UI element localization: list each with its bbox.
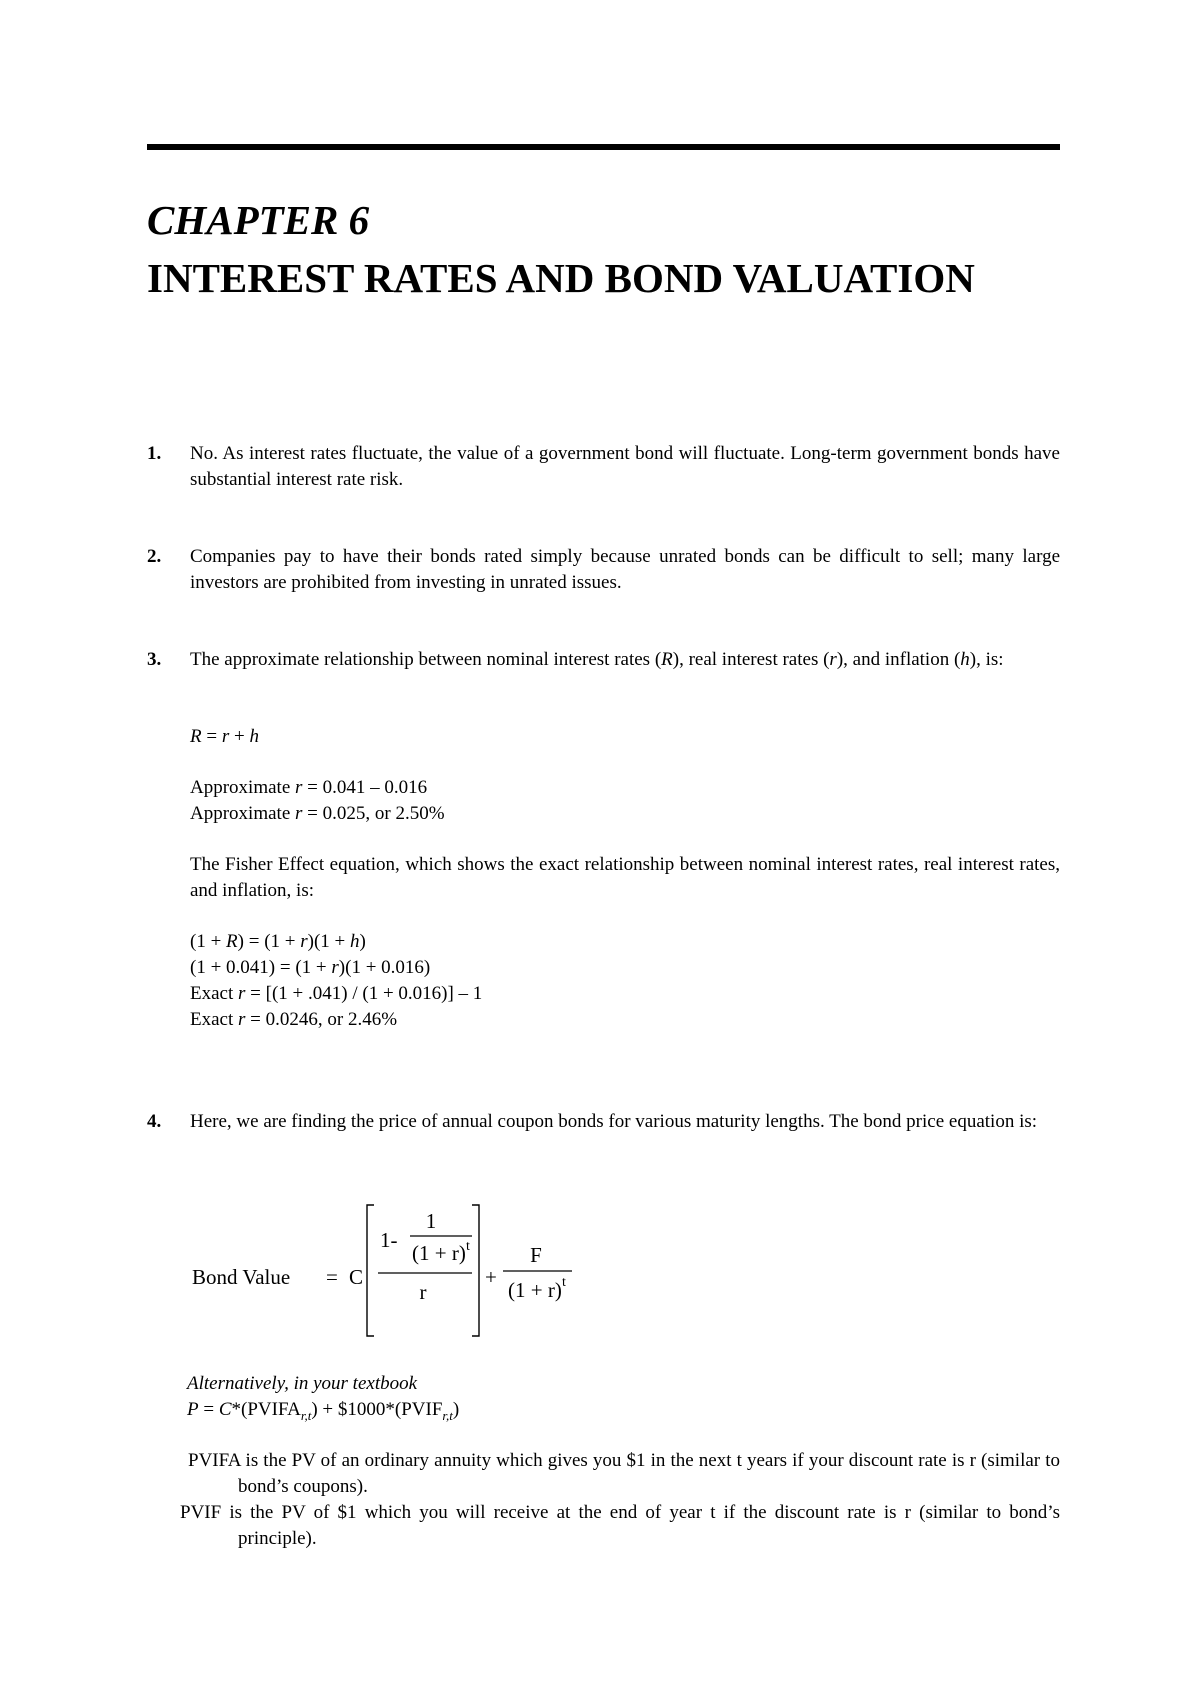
problem-2-text: Companies pay to have their bonds rated simply because unrated bonds can be difficult to sell; many large investors are prohibited from investing in unrated issues. <box>190 546 1060 593</box>
problem-2-number: 2. <box>147 546 162 567</box>
formula-second-denominator: (1 + r) <box>508 1278 562 1302</box>
right-bracket <box>472 1205 479 1336</box>
formula-second-exponent-t: t <box>562 1275 566 1290</box>
problem-3-number: 3. <box>147 649 162 670</box>
formula-plus: + <box>485 1265 497 1289</box>
problem-1-number: 1. <box>147 443 162 464</box>
top-rule <box>147 144 1060 150</box>
fisher-effect-text: The Fisher Effect equation, which shows the exact relationship between nominal interest rates, real interest rates, and inflation, is: <box>190 854 1060 901</box>
left-bracket <box>367 1205 374 1336</box>
formula-denominator: (1 + r) <box>412 1241 466 1265</box>
formula-lhs: Bond Value <box>192 1265 291 1289</box>
approx-r-line-2: Approximate r = 0.025, or 2.50% <box>190 803 445 824</box>
formula-one-minus: 1- <box>380 1228 398 1252</box>
chapter-label: CHAPTER 6 <box>147 197 370 243</box>
formula-coupon: C <box>349 1265 364 1289</box>
formula-exponent-t: t <box>466 1239 470 1254</box>
bond-value-formula <box>190 1200 610 1345</box>
pvifa-definition: PVIFA is the PV of an ordinary annuity which gives you $1 in the next t years if your discount rate is r (similar to bond’s coupons). <box>188 1450 1060 1497</box>
chapter-title: INTEREST RATES AND BOND VALUATION <box>147 255 975 301</box>
formula-numerator-one: 1 <box>425 1209 437 1233</box>
fisher-equation: (1 + R) = (1 + r)(1 + h) <box>190 931 366 952</box>
formula-equals: = <box>326 1265 338 1289</box>
alt-formula: $P = C*(PVIFA_{r,t})$ + $\$1000*(PVIF_{r,t})$ <box>187 1399 460 1423</box>
fisher-substituted: (1 + 0.041) = (1 + r)(1 + 0.016) <box>190 957 431 978</box>
approx-relationship-equation: R = r + h <box>190 726 259 747</box>
formula-face-value: F <box>530 1243 542 1267</box>
exact-r-line-1: Exact r = [(1 + .041) / (1 + 0.016)] – 1 <box>190 983 483 1004</box>
problem-4-text: Here, we are finding the price of annual coupon bonds for various maturity lengths. The bond price equation is: <box>190 1111 1038 1132</box>
formula-rate: r <box>419 1280 427 1304</box>
problem-4-number: 4. <box>147 1111 162 1132</box>
problem-3-intro: The approximate relationship between nominal interest rates (R), real interest rates (r), and inflation (h), is: <box>190 649 1004 670</box>
alt-heading: Alternatively, in your textbook <box>187 1373 418 1394</box>
approx-r-line-1: Approximate r = 0.041 – 0.016 <box>190 777 428 798</box>
problem-1-text: No. As interest rates fluctuate, the value of a government bond will fluctuate. Long-term government bonds have substantial interest rate risk. <box>190 443 1060 490</box>
exact-r-line-2: Exact r = 0.0246, or 2.46% <box>190 1009 398 1030</box>
pvif-definition: PVIF is the PV of $1 which you will receive at the end of year t if the discount rate is r (similar to bond’s principle). <box>180 1502 1060 1549</box>
